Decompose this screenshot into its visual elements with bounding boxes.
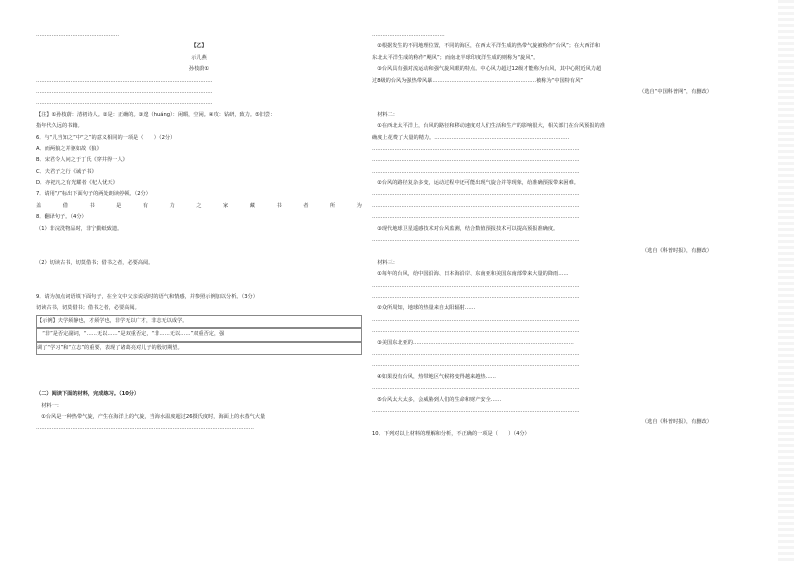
stop-char: 盖 (36, 202, 42, 209)
left-line: ……………………………………………………………………………………………………………… (36, 425, 254, 432)
right-line: 过8级的台风为强热带风暴……………………………………………………被称为“中国特有风” (372, 77, 583, 84)
left-line (36, 355, 362, 366)
left-line: 【示例】夫学须静也，才须学也，非学无以广才，非志无以成学。 (36, 315, 362, 328)
right-line: ………………………………………………………………………………………………………… (372, 362, 580, 369)
left-line (36, 269, 362, 280)
left-line (36, 246, 362, 257)
right-line: ………………………………………………………………………………………………………… (372, 214, 580, 221)
left-column (36, 30, 362, 435)
left-line: 示儿燕 (191, 54, 207, 61)
binding-margin (778, 0, 794, 562)
left-line: C．夫君子之行《诫子书》 (36, 168, 97, 175)
right-line: 东北太平洋生成的称作“飓风”；而南北半球印度洋生成的则称为“旋风”。 (372, 54, 539, 61)
stop-char: 之 (196, 202, 202, 209)
left-line (36, 201, 362, 212)
right-line: ③台风具有强对流运动和强气旋风眼的特点。中心风力超过12级才能称为台风，其中心附近风力超 (372, 66, 602, 73)
left-line: 调了“学习”和“立志”的重要，表现了诸葛亮对儿子的殷切期望。 (36, 342, 362, 355)
stop-char: 有 (142, 202, 149, 209)
right-line: ………………………………………………………………………………………………………… (372, 157, 580, 164)
left-line: 【乙】 (191, 43, 207, 50)
right-line: ………………………………………………………………………………………………………… (372, 168, 580, 175)
right-line: ………………………………………………………………………………………………………… (372, 202, 580, 209)
right-line: …………………………………… (372, 32, 445, 38)
left-line: 【注】①孙枝蔚：清初诗人。②是：正确的。③遑（huáng）：闲暇，空闲。④攻：钻研，致力。⑤旧尝： (36, 111, 276, 118)
stop-char: 所 (329, 202, 336, 209)
right-line: ②台风的路径复杂多变，运动过程中还可能出现气旋合并等现象，给准确预报带来困难。 (372, 180, 579, 187)
left-line (36, 366, 362, 377)
right-line: ①每年的台风，给中国沿海、日本海沿岸、东南亚和美国东南部带来大量的降雨…… (372, 271, 569, 278)
right-line: ①在西北太平洋上，台风的路径和移动速度对人们生活和生产的影响很大，相关部门在台风预报的准 (372, 123, 605, 130)
right-line: ②根据发生的不同地理位置，不同的海区，在西太平洋生成的热带气旋被称作“台风”；在大西洋和 (372, 43, 600, 50)
right-line: ②众所周知，地球的热量来自太阳辐射…… (372, 305, 476, 312)
right-line: 10．下列对以上材料的理解和分析，不正确的一项是（ ）（4分） (372, 430, 530, 437)
right-line: 材料三： (372, 259, 398, 266)
left-line (36, 281, 362, 292)
stop-char: 借 (62, 202, 68, 209)
right-line: （选自《科普时报》，有删改） (641, 419, 712, 426)
left-line: B．宋君令人问之于丁氏《穿井得一人》 (36, 157, 128, 164)
right-line: 确度上花费了大量的精力。…………………………………………………………………… (372, 134, 570, 141)
right-column (372, 30, 712, 440)
right-line: ③现代地球卫星遥感技术对台风监测，结合数值预报技术可以提高预报准确度。 (372, 225, 559, 232)
right-line (372, 98, 712, 109)
right-line: ………………………………………………………………………………………………………… (372, 407, 580, 414)
left-line: A．而两狼之并驱如故《狼》 (36, 145, 102, 152)
left-line: 指年代久远的书籍。 (36, 123, 83, 130)
right-line: ………………………………………………………………………………………………………… (372, 328, 580, 335)
stop-char: 为 (356, 202, 362, 209)
left-line: D．亦祀凡之有光耀者《杞人忧天》 (36, 180, 118, 187)
left-line: 8．翻译句子。（4分） (36, 214, 87, 221)
right-line: ………………………………………………………………………………………………………… (372, 385, 580, 392)
left-line (36, 378, 362, 389)
stop-char: 书 (89, 202, 95, 209)
left-line: 切读古书，切莫借书；借书之者，必要高阅。 (36, 305, 140, 312)
left-line: （1）非浣洗物品时，非宁勤纸致遗。 (36, 225, 123, 232)
left-line: 7．请用“/”标出下面句子的两处朗读停顿。（2分） (36, 191, 151, 198)
left-line: ………………………………………………………………………………………… (36, 88, 213, 95)
left-line: 9．请为加点词语填下面句子，在全文中父亲说话时的语气和情感，并参照示例加以分析。（3分） (36, 293, 258, 300)
right-line: ………………………………………………………………………………………………………… (372, 191, 580, 198)
right-line: ………………………………………………………………………………………………………… (372, 316, 580, 323)
stop-char: 力 (169, 202, 175, 209)
stop-char: 是 (116, 202, 122, 209)
right-line: （选自《科普时报》，有删改） (641, 248, 712, 255)
right-line: ………………………………………………………………………………………………………… (372, 237, 580, 244)
left-line (36, 235, 362, 246)
stop-char: 藏 (249, 202, 255, 209)
left-line: 6．与“儿当知之”中“之”的意义相同的一项是（ ）（2分） (36, 134, 176, 141)
left-line: “非”是否定副词，“……无以……”是双重否定，“非……无以……”双重否定，强 (36, 328, 362, 341)
right-line: （选自“中国科普网”，有删改） (639, 88, 712, 95)
right-line: ………………………………………………………………………………………………………… (372, 350, 580, 357)
right-line: ④如果没有台风，热带地区气候将变得越来越热…… (372, 373, 496, 380)
left-line: ①台风是一种热带气旋，产生在海洋上的气旋，当海水温度超过26摄氏度时，海面上的水蒸气大量 (36, 413, 266, 420)
stop-char: 者 (303, 202, 309, 209)
right-line: ………………………………………………………………………………………………………… (372, 282, 580, 289)
right-line: ………………………………………………………………………………………………………… (372, 293, 580, 300)
stop-char: 家 (223, 202, 229, 209)
left-line: ………………………………………… (36, 32, 119, 38)
right-line: ………………………………………………………………………………………………………… (372, 145, 580, 152)
stop-char: 书 (276, 202, 282, 209)
left-line: （2）切读古书，切莫借书；借书之者，必要高阅。 (36, 259, 154, 266)
left-line: （二）阅读下面的材料，完成练习。（10分） (36, 391, 140, 398)
right-line: ③美国东北亚的………………………………………………………………………………… (372, 339, 574, 346)
right-line: 材料二： (372, 111, 398, 118)
right-line: ⑤台风太大太多，会威胁到人们的生命和财产安全…… (372, 396, 502, 403)
left-line: ………………………………………………………………………………………… (36, 77, 213, 84)
left-line: 材料一： (36, 402, 62, 409)
left-line: 孙枝蔚① (188, 66, 210, 73)
left-line: ………………………………………………………………………………………… (36, 100, 213, 107)
